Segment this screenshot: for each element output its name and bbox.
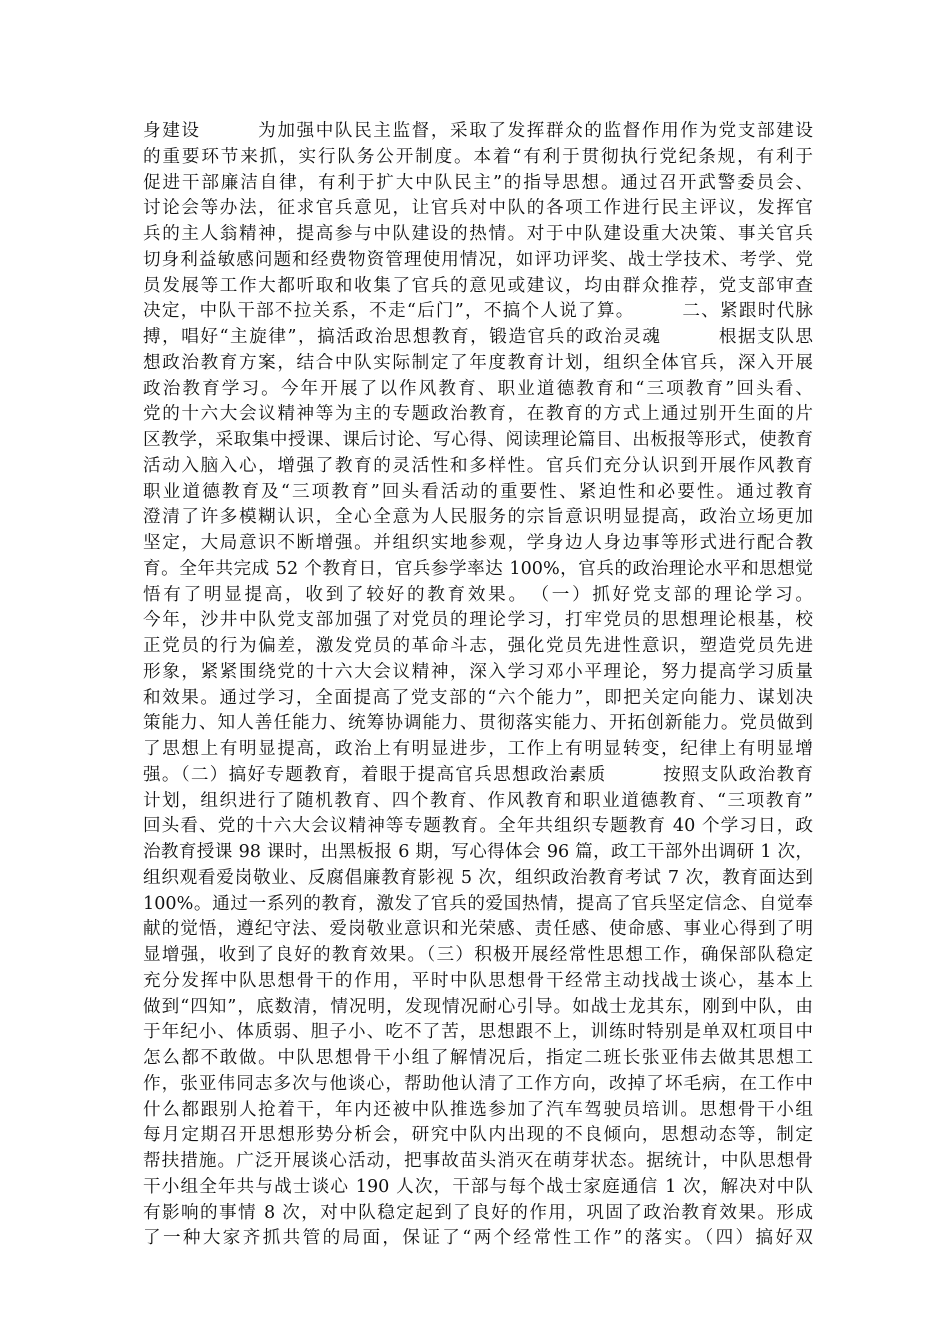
text-line: 员发展等工作大都听取和收集了官兵的意见或建议，均由群众推荐，党支部审查 — [143, 275, 813, 296]
text-line: 每月定期召开思想形势分析会，研究中队内出现的不良倾向，思想动态等，制定 — [143, 1125, 813, 1146]
text-line: 坚定，大局意识不断增强。并组织实地参观，学身边人身边事等形式进行配合教 — [143, 533, 813, 553]
text-line: 治教育授课 98 课时，出黑板报 6 期，写心得体会 96 篇，政工干部外出调研 1 次， — [143, 842, 813, 862]
text-line: 区教学，采取集中授课、课后讨论、写心得、阅读理论篇目、出板报等形式，使教育 — [143, 430, 813, 450]
text-line: 干小组全年共与战士谈心 190 人次，干部与每个战士家庭通信 1 次，解决对中队 — [143, 1176, 813, 1197]
text-line: 怎么都不敢做。中队思想骨干小组了解情况后，指定二班长张亚伟去做其思想工 — [143, 1048, 813, 1068]
text-line: 策能力、知人善任能力、统筹协调能力、贯彻落实能力、开拓创新能力。党员做到 — [143, 713, 813, 734]
text-line: 讨论会等办法，征求官兵意见，让官兵对中队的各项工作进行民主评议，发挥官 — [143, 198, 813, 219]
text-line: 兵的主人翁精神，提高参与中队建设的热情。对于中队建设重大决策、事关官兵 — [143, 224, 813, 244]
text-line: 献的觉悟，遵纪守法、爱岗敬业意识和光荣感、责任感、使命感、事业心得到了明 — [143, 919, 813, 940]
text-line: 强。（二）搞好专题教育，着眼于提高官兵思想政治素质 按照支队政治教育 — [143, 764, 813, 785]
text-line: 作，张亚伟同志多次与他谈心，帮助他认清了工作方向，改掉了坏毛病，在工作中 — [143, 1073, 813, 1094]
text-line: 和效果。通过学习，全面提高了党支部的“六个能力”，即把关定向能力、谋划决 — [143, 687, 813, 708]
text-line: 回头看、党的十六大会议精神等专题教育。全年共组织专题教育 40 个学习日，政 — [143, 816, 813, 837]
text-line: 决定，中队干部不拉关系，不走“后门”，不搞个人说了算。 二、紧跟时代脉 — [143, 301, 813, 322]
text-line: 显增强，收到了良好的教育效果。（三）积极开展经常性思想工作，确保部队稳定 — [143, 945, 813, 965]
text-line: 正党员的行为偏差，激发党员的革命斗志，强化党员先进性意识，塑造党员先进 — [143, 636, 813, 656]
text-line: 想政治教育方案，结合中队实际制定了年度教育计划，组织全体官兵，深入开展 — [143, 352, 813, 373]
text-line: 做到“四知”，底数清，情况明，发现情况耐心引导。如战士龙其东，刚到中队，由 — [143, 996, 813, 1017]
text-line: 于年纪小、体质弱、胆子小、吃不了苦，思想跟不上，训练时特别是单双杠项目中 — [143, 1022, 813, 1043]
text-line: 组织观看爱岗敬业、反腐倡廉教育影视 5 次，组织政治教育考试 7 次，教育面达到 — [143, 867, 813, 888]
text-line: 的重要环节来抓，实行队务公开制度。本着“有利于贯彻执行党纪条规，有利于 — [143, 146, 813, 167]
text-line: 促进干部廉洁自律，有利于扩大中队民主”的指导思想。通过召开武警委员会、 — [143, 172, 813, 193]
text-line: 了一种大家齐抓共管的局面，保证了“两个经常性工作”的落实。（四）搞好双 — [143, 1228, 813, 1249]
body-text — [143, 119, 813, 1252]
text-line: 100%。通过一系列的教育，激发了官兵的爱国热情，提高了官兵坚定信念、自觉奉 — [143, 893, 813, 914]
text-line: 育。全年共完成 52 个教育日，官兵参学率达 100%，官兵的政治理论水平和思想觉 — [143, 558, 813, 579]
text-line: 计划，组织进行了随机教育、四个教育、作风教育和职业道德教育、“三项教育” — [143, 790, 813, 811]
text-line: 澄清了许多模糊认识，全心全意为人民服务的宗旨意识明显提高，政治立场更加 — [143, 507, 813, 528]
text-line: 切身利益敏感问题和经费物资管理使用情况，如评功评奖、战士学技术、考学、党 — [143, 249, 813, 270]
text-line: 政治教育学习。今年开展了以作风教育、职业道德教育和“三项教育”回头看、 — [143, 378, 813, 399]
text-line: 身建设 为加强中队民主监督，采取了发挥群众的监督作用作为党支部建设 — [143, 121, 813, 141]
text-line: 今年，沙井中队党支部加强了对党员的理论学习，打牢党员的思想理论根基，校 — [143, 610, 813, 631]
text-line: 形象，紧紧围绕党的十六大会议精神，深入学习邓小平理论，努力提高学习质量 — [143, 661, 813, 682]
text-line: 帮扶措施。广泛开展谈心活动，把事故苗头消灭在萌芽状态。据统计，中队思想骨 — [143, 1151, 813, 1171]
text-line: 什么都跟别人抢着干，年内还被中队推选参加了汽车驾驶员培训。思想骨干小组 — [143, 1099, 813, 1120]
text-line: 了思想上有明显提高，政治上有明显进步，工作上有明显转变，纪律上有明显增 — [143, 739, 813, 759]
text-line: 党的十六大会议精神等为主的专题政治教育，在教育的方式上通过别开生面的片 — [143, 404, 813, 425]
text-line: 活动入脑入心，增强了教育的灵活性和多样性。官兵们充分认识到开展作风教育 — [143, 455, 813, 476]
text-line: 悟有了明显提高，收到了较好的教育效果。 （一）抓好党支部的理论学习。 — [143, 584, 813, 605]
text-line: 职业道德教育及“三项教育”回头看活动的重要性、紧迫性和必要性。通过教育 — [143, 481, 813, 502]
text-line: 有影响的事情 8 次，对中队稳定起到了良好的作用，巩固了政治教育效果。形成 — [143, 1202, 813, 1223]
text-line: 搏，唱好“主旋律”，搞活政治思想教育，锻造官兵的政治灵魂 根据支队思 — [143, 327, 813, 347]
text-line: 充分发挥中队思想骨干的作用，平时中队思想骨干经常主动找战士谈心，基本上 — [143, 970, 813, 991]
